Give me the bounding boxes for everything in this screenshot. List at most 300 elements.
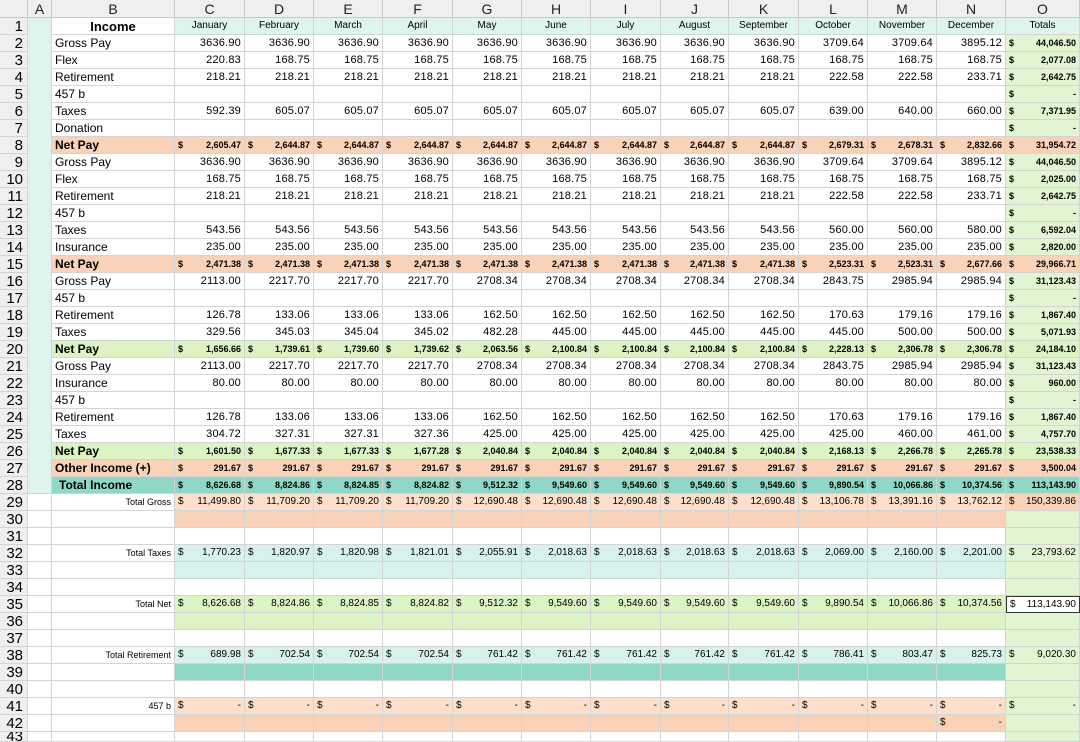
amount-cell[interactable] [383,341,453,358]
total-cell[interactable] [1006,256,1080,273]
column-header-g[interactable]: G [453,0,522,18]
month-header-february[interactable]: February [245,18,314,35]
amount-cell[interactable]: 235.00 [453,239,522,256]
amount-cell[interactable] [799,460,868,477]
amount-cell[interactable]: 3636.90 [245,35,314,52]
summary-amount-cell[interactable] [661,698,729,715]
amount-cell[interactable] [937,86,1006,103]
summary-amount-cell[interactable] [661,494,729,511]
fill-cell[interactable] [799,511,868,528]
summary-amount-cell[interactable] [799,494,868,511]
amount-cell[interactable]: 162.50 [453,409,522,426]
summary-amount-cell[interactable] [799,647,868,664]
amount-cell[interactable]: 80.00 [729,375,799,392]
fill-cell[interactable] [383,715,453,732]
amount-cell[interactable]: 482.28 [453,324,522,341]
amount-cell[interactable]: 345.03 [245,324,314,341]
amount-cell[interactable] [937,460,1006,477]
empty-cell[interactable] [453,681,522,698]
amount-cell[interactable] [453,256,522,273]
amount-cell[interactable]: 304.72 [175,426,245,443]
amount-cell[interactable] [937,137,1006,154]
amount-cell[interactable] [661,86,729,103]
empty-cell[interactable] [52,630,175,647]
amount-cell[interactable] [175,86,245,103]
amount-cell[interactable] [661,341,729,358]
total-cell[interactable] [1006,103,1080,120]
amount-cell[interactable]: 2708.34 [522,273,591,290]
row-header-19[interactable]: 19 [0,324,28,341]
column-header-b[interactable]: B [52,0,175,18]
amount-cell[interactable] [522,477,591,494]
row-header-39[interactable]: 39 [0,664,28,681]
amount-cell[interactable] [314,256,383,273]
amount-cell[interactable]: 162.50 [522,409,591,426]
amount-cell[interactable]: 660.00 [937,103,1006,120]
empty-cell[interactable] [28,528,52,545]
amount-cell[interactable]: 80.00 [383,375,453,392]
empty-cell[interactable] [591,681,661,698]
summary-amount-cell[interactable] [383,494,453,511]
summary-total-cell[interactable] [1006,698,1080,715]
amount-cell[interactable]: 605.07 [383,103,453,120]
amount-cell[interactable] [868,86,937,103]
empty-cell[interactable] [245,579,314,596]
summary-amount-cell[interactable] [453,545,522,562]
amount-cell[interactable]: 126.78 [175,409,245,426]
amount-cell[interactable]: 543.56 [522,222,591,239]
amount-cell[interactable] [383,460,453,477]
fill-cell[interactable] [937,613,1006,630]
amount-cell[interactable]: 3636.90 [314,35,383,52]
amount-cell[interactable]: 3636.90 [729,35,799,52]
amount-cell[interactable]: 2843.75 [799,358,868,375]
row-header-23[interactable]: 23 [0,392,28,409]
empty-cell[interactable] [314,579,383,596]
empty-cell[interactable] [522,579,591,596]
empty-cell[interactable] [28,494,52,511]
amount-cell[interactable] [591,443,661,460]
row-header-37[interactable]: 37 [0,630,28,647]
summary-amount-cell[interactable] [314,494,383,511]
empty-total-cell[interactable] [1006,732,1080,742]
month-header-july[interactable]: July [591,18,661,35]
total-cell[interactable] [1006,392,1080,409]
amount-cell[interactable] [453,460,522,477]
amount-cell[interactable] [591,460,661,477]
empty-cell[interactable] [28,715,52,732]
amount-cell[interactable] [453,290,522,307]
row-header-3[interactable]: 3 [0,52,28,69]
amount-cell[interactable] [453,120,522,137]
amount-cell[interactable]: 235.00 [937,239,1006,256]
amount-cell[interactable]: 168.75 [522,171,591,188]
amount-cell[interactable]: 133.06 [245,409,314,426]
amount-cell[interactable] [591,205,661,222]
empty-cell[interactable] [591,630,661,647]
amount-cell[interactable]: 218.21 [522,69,591,86]
amount-cell[interactable] [522,86,591,103]
amount-cell[interactable]: 500.00 [868,324,937,341]
amount-cell[interactable]: 3636.90 [661,35,729,52]
total-cell[interactable] [1006,239,1080,256]
month-header-december[interactable]: December [937,18,1006,35]
total-cell[interactable] [1006,477,1080,494]
amount-cell[interactable]: 218.21 [175,69,245,86]
fill-cell[interactable] [453,511,522,528]
fill-cell[interactable] [729,562,799,579]
amount-cell[interactable]: 327.31 [245,426,314,443]
amount-cell[interactable]: 220.83 [175,52,245,69]
row-label[interactable]: Retirement [52,69,175,86]
amount-cell[interactable]: 327.36 [383,426,453,443]
summary-amount-cell[interactable] [314,545,383,562]
amount-cell[interactable]: 218.21 [729,69,799,86]
amount-cell[interactable]: 2843.75 [799,273,868,290]
amount-cell[interactable]: 3636.90 [453,35,522,52]
amount-cell[interactable] [729,460,799,477]
summary-amount-cell[interactable] [661,596,729,613]
column-header-e[interactable]: E [314,0,383,18]
empty-cell[interactable] [314,681,383,698]
amount-cell[interactable]: 80.00 [591,375,661,392]
amount-cell[interactable]: 2708.34 [729,358,799,375]
fill-cell[interactable] [868,511,937,528]
amount-cell[interactable]: 222.58 [799,188,868,205]
fill-cell[interactable] [453,613,522,630]
amount-cell[interactable]: 345.02 [383,324,453,341]
amount-cell[interactable]: 460.00 [868,426,937,443]
amount-cell[interactable] [522,137,591,154]
amount-cell[interactable]: 3636.90 [383,154,453,171]
row-header-11[interactable]: 11 [0,188,28,205]
row-header-14[interactable]: 14 [0,239,28,256]
empty-cell[interactable] [52,681,175,698]
fill-cell[interactable] [729,715,799,732]
summary-amount-cell[interactable] [383,698,453,715]
summary-amount-cell[interactable] [591,545,661,562]
amount-cell[interactable] [799,443,868,460]
amount-cell[interactable]: 168.75 [522,52,591,69]
summary-label[interactable]: Total Taxes [52,545,175,562]
amount-cell[interactable]: 222.58 [799,69,868,86]
summary-amount-cell[interactable] [937,494,1006,511]
amount-cell[interactable]: 3636.90 [661,154,729,171]
empty-cell[interactable] [175,579,245,596]
amount-cell[interactable] [661,392,729,409]
amount-cell[interactable]: 329.56 [175,324,245,341]
amount-cell[interactable]: 179.16 [868,307,937,324]
empty-cell[interactable] [868,681,937,698]
empty-cell[interactable] [868,630,937,647]
amount-cell[interactable]: 425.00 [591,426,661,443]
summary-total-cell[interactable] [1006,647,1080,664]
summary-amount-cell[interactable] [591,647,661,664]
total-cell[interactable] [1006,69,1080,86]
amount-cell[interactable] [937,477,1006,494]
amount-cell[interactable]: 218.21 [383,188,453,205]
amount-cell[interactable]: 222.58 [868,69,937,86]
row-header-42[interactable]: 42 [0,715,28,732]
amount-cell[interactable] [453,341,522,358]
amount-cell[interactable]: 168.75 [591,52,661,69]
amount-cell[interactable] [799,120,868,137]
row-header-21[interactable]: 21 [0,358,28,375]
month-header-january[interactable]: January [175,18,245,35]
row-label[interactable]: Flex [52,52,175,69]
total-cell[interactable] [1006,307,1080,324]
total-cell[interactable] [1006,35,1080,52]
amount-cell[interactable]: 218.21 [314,69,383,86]
fill-cell[interactable] [314,613,383,630]
amount-cell[interactable] [868,392,937,409]
summary-total-cell[interactable] [1006,545,1080,562]
select-all-corner[interactable] [0,0,28,18]
summary-amount-cell[interactable] [245,545,314,562]
amount-cell[interactable] [175,290,245,307]
row-header-25[interactable]: 25 [0,426,28,443]
amount-cell[interactable]: 425.00 [661,426,729,443]
empty-cell[interactable] [28,647,52,664]
amount-cell[interactable] [314,460,383,477]
amount-cell[interactable]: 2217.70 [314,358,383,375]
fill-cell[interactable] [729,613,799,630]
amount-cell[interactable] [591,256,661,273]
fill-cell[interactable] [661,613,729,630]
amount-cell[interactable]: 445.00 [522,324,591,341]
amount-cell[interactable]: 543.56 [729,222,799,239]
amount-cell[interactable] [591,392,661,409]
summary-amount-cell[interactable] [175,647,245,664]
empty-cell[interactable] [245,528,314,545]
empty-cell[interactable] [729,630,799,647]
row-label[interactable]: Gross Pay [52,358,175,375]
fill-cell[interactable] [245,664,314,681]
amount-cell[interactable] [314,137,383,154]
amount-cell[interactable] [799,392,868,409]
row-header-33[interactable]: 33 [0,562,28,579]
row-header-7[interactable]: 7 [0,120,28,137]
total-cell[interactable] [1006,443,1080,460]
fill-cell[interactable] [799,562,868,579]
amount-cell[interactable]: 133.06 [314,409,383,426]
summary-amount-cell[interactable] [245,647,314,664]
summary-amount-cell[interactable] [522,698,591,715]
column-header-o[interactable]: O [1006,0,1080,18]
summary-amount-cell[interactable] [175,494,245,511]
column-header-n[interactable]: N [937,0,1006,18]
empty-cell[interactable] [868,579,937,596]
row-label[interactable]: 457 b [52,290,175,307]
amount-cell[interactable]: 2708.34 [661,273,729,290]
amount-cell[interactable]: 425.00 [522,426,591,443]
amount-cell[interactable] [868,341,937,358]
empty-total-cell[interactable] [1006,681,1080,698]
amount-cell[interactable]: 2708.34 [522,358,591,375]
empty-cell[interactable] [937,732,1006,742]
amount-cell[interactable] [799,205,868,222]
amount-cell[interactable]: 345.04 [314,324,383,341]
amount-cell[interactable]: 3895.12 [937,154,1006,171]
amount-cell[interactable]: 445.00 [799,324,868,341]
amount-cell[interactable]: 235.00 [175,239,245,256]
amount-cell[interactable]: 445.00 [729,324,799,341]
empty-cell[interactable] [522,732,591,742]
amount-cell[interactable] [383,120,453,137]
fill-cell[interactable] [383,664,453,681]
fill-cell[interactable] [175,715,245,732]
fill-total-cell[interactable] [1006,664,1080,681]
amount-cell[interactable] [314,477,383,494]
month-header-march[interactable]: March [314,18,383,35]
amount-cell[interactable]: 168.75 [591,171,661,188]
amount-cell[interactable] [245,392,314,409]
amount-cell[interactable] [729,205,799,222]
empty-cell[interactable] [28,579,52,596]
summary-label[interactable]: Total Net [52,596,175,613]
amount-cell[interactable] [868,290,937,307]
row-header-4[interactable]: 4 [0,69,28,86]
amount-cell[interactable]: 605.07 [314,103,383,120]
amount-cell[interactable]: 500.00 [937,324,1006,341]
row-label[interactable]: Gross Pay [52,154,175,171]
amount-cell[interactable] [522,256,591,273]
empty-cell[interactable] [28,562,52,579]
fill-cell[interactable] [799,715,868,732]
amount-cell[interactable]: 560.00 [799,222,868,239]
summary-amount-cell[interactable] [453,698,522,715]
amount-cell[interactable]: 218.21 [522,188,591,205]
amount-cell[interactable]: 605.07 [522,103,591,120]
empty-cell[interactable] [453,579,522,596]
amount-cell[interactable]: 3636.90 [522,154,591,171]
amount-cell[interactable] [937,341,1006,358]
empty-cell[interactable] [591,528,661,545]
fill-cell[interactable] [868,664,937,681]
amount-cell[interactable]: 218.21 [383,69,453,86]
amount-cell[interactable]: 3636.90 [591,154,661,171]
fill-cell[interactable] [661,511,729,528]
column-header-j[interactable]: J [661,0,729,18]
empty-cell[interactable] [28,630,52,647]
summary-amount-cell[interactable] [314,596,383,613]
amount-cell[interactable] [383,290,453,307]
amount-cell[interactable] [453,205,522,222]
empty-cell[interactable] [661,528,729,545]
empty-cell[interactable] [28,732,52,742]
total-cell[interactable] [1006,341,1080,358]
amount-cell[interactable]: 168.75 [937,52,1006,69]
total-cell[interactable] [1006,52,1080,69]
amount-cell[interactable] [175,443,245,460]
fill-cell[interactable] [383,613,453,630]
amount-cell[interactable]: 2113.00 [175,273,245,290]
empty-total-cell[interactable] [1006,528,1080,545]
summary-amount-cell[interactable] [245,494,314,511]
summary-amount-cell[interactable] [937,698,1006,715]
amount-cell[interactable]: 80.00 [522,375,591,392]
amount-cell[interactable] [591,290,661,307]
amount-cell[interactable]: 3636.90 [522,35,591,52]
row-header-15[interactable]: 15 [0,256,28,273]
empty-total-cell[interactable] [1006,579,1080,596]
fill-cell[interactable] [245,715,314,732]
fill-cell[interactable] [383,562,453,579]
empty-cell[interactable] [52,528,175,545]
empty-cell[interactable] [52,511,175,528]
amount-cell[interactable]: 605.07 [661,103,729,120]
fill-cell[interactable] [175,562,245,579]
empty-cell[interactable] [28,613,52,630]
amount-cell[interactable] [661,477,729,494]
amount-cell[interactable]: 543.56 [661,222,729,239]
fill-cell[interactable] [522,613,591,630]
amount-cell[interactable]: 168.75 [314,171,383,188]
amount-cell[interactable] [661,137,729,154]
amount-cell[interactable]: 179.16 [868,409,937,426]
amount-cell[interactable] [729,290,799,307]
total-cell[interactable] [1006,409,1080,426]
amount-cell[interactable] [868,137,937,154]
amount-cell[interactable]: 133.06 [245,307,314,324]
row-header-26[interactable]: 26 [0,443,28,460]
row-header-6[interactable]: 6 [0,103,28,120]
fill-cell[interactable] [453,715,522,732]
empty-cell[interactable] [383,579,453,596]
amount-cell[interactable] [937,256,1006,273]
summary-amount-cell[interactable] [314,698,383,715]
row-header-17[interactable]: 17 [0,290,28,307]
empty-cell[interactable] [175,528,245,545]
summary-amount-cell[interactable] [868,494,937,511]
amount-cell[interactable]: 425.00 [729,426,799,443]
amount-cell[interactable]: 179.16 [937,409,1006,426]
amount-cell[interactable] [383,256,453,273]
empty-cell[interactable] [28,545,52,562]
amount-cell[interactable] [314,205,383,222]
empty-cell[interactable] [868,732,937,742]
summary-amount-cell[interactable] [591,698,661,715]
row-header-29[interactable]: 29 [0,494,28,511]
total-cell[interactable] [1006,426,1080,443]
summary-amount-cell[interactable] [937,596,1006,613]
amount-cell[interactable]: 3636.90 [175,35,245,52]
fill-cell[interactable] [522,664,591,681]
month-header-october[interactable]: October [799,18,868,35]
amount-cell[interactable] [799,290,868,307]
row-header-43[interactable]: 43 [0,732,28,742]
amount-cell[interactable]: 233.71 [937,188,1006,205]
column-header-m[interactable]: M [868,0,937,18]
row-label[interactable]: Total Income [52,477,175,494]
empty-cell[interactable] [661,681,729,698]
summary-amount-cell[interactable] [729,698,799,715]
amount-cell[interactable]: 543.56 [245,222,314,239]
amount-cell[interactable] [175,341,245,358]
amount-cell[interactable]: 218.21 [245,69,314,86]
row-label[interactable]: Other Income (+) [52,460,175,477]
fill-cell[interactable] [522,715,591,732]
fill-total-cell[interactable] [1006,562,1080,579]
amount-cell[interactable]: 162.50 [729,307,799,324]
empty-cell[interactable] [661,732,729,742]
amount-cell[interactable]: 133.06 [383,307,453,324]
amount-cell[interactable]: 80.00 [799,375,868,392]
amount-cell[interactable] [245,290,314,307]
row-header-1[interactable]: 1 [0,18,28,35]
amount-cell[interactable] [729,341,799,358]
amount-cell[interactable] [868,205,937,222]
